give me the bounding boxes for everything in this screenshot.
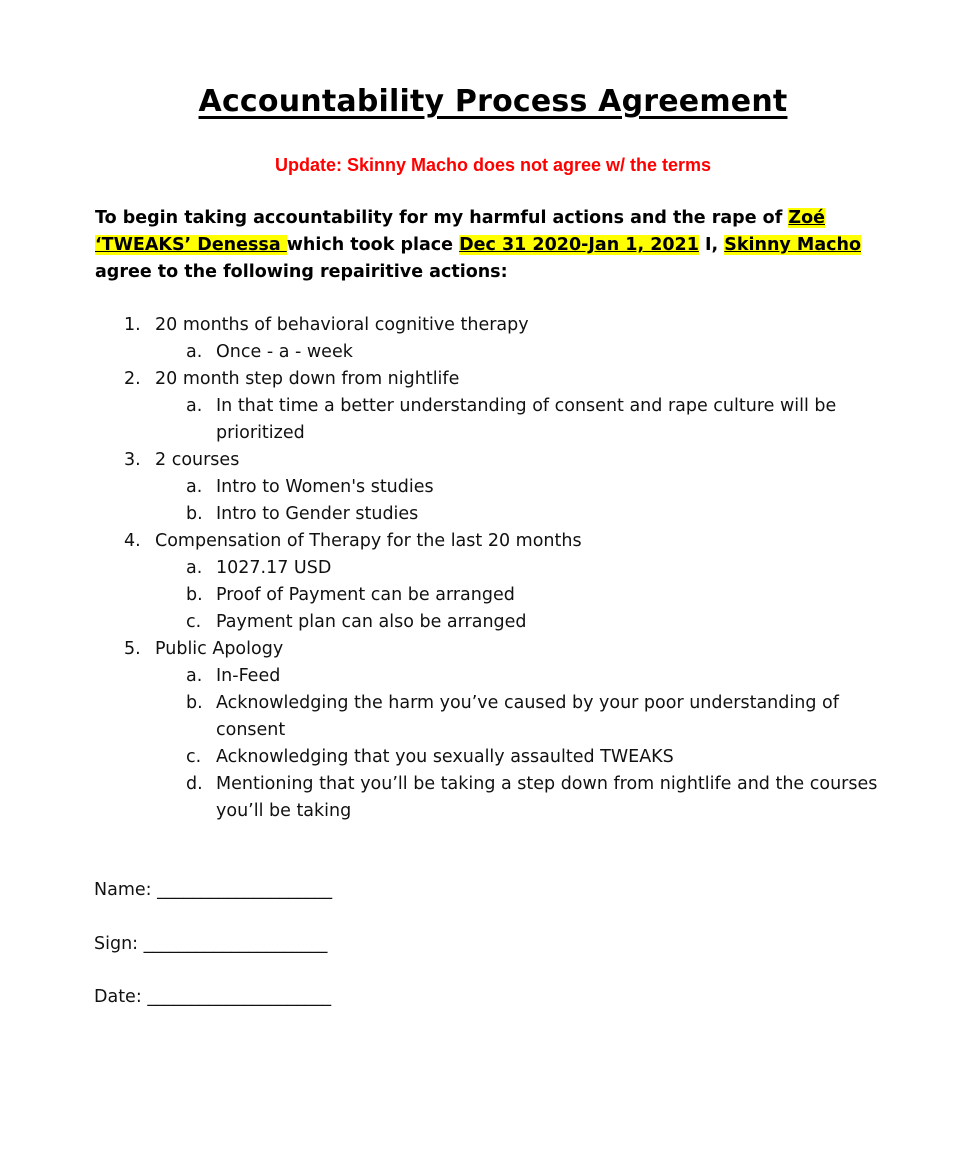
- sub-item-letter: c.: [186, 747, 202, 767]
- intro-text-1: To begin taking accountability for my harmful actions and the rape of: [95, 208, 789, 228]
- sub-item-letter: c.: [186, 612, 202, 632]
- sign-label: Sign:: [94, 933, 139, 954]
- sub-list-item: [0, 771, 966, 798]
- list-item-number: 5.: [124, 639, 141, 659]
- sub-item-text-continued: prioritized: [216, 423, 305, 443]
- update-notice: Update: Skinny Macho does not agree w/ the terms: [274, 155, 712, 175]
- sub-item-text: Proof of Payment can be arranged: [216, 585, 515, 605]
- list-item-text: Compensation of Therapy for the last 20 months: [155, 531, 582, 551]
- sub-item-text: Intro to Gender studies: [216, 504, 419, 524]
- sign-field: [94, 931, 332, 985]
- sign-blank-line: _____________________: [143, 933, 328, 954]
- sub-item-text: 1027.17 USD: [216, 558, 332, 578]
- sub-list-item: [0, 393, 966, 420]
- sub-list-item: [0, 744, 966, 771]
- sub-list-item: [0, 339, 966, 366]
- sub-item-letter: b.: [186, 585, 203, 605]
- sub-item-text: Mentioning that you’ll be taking a step down from nightlife and the courses: [216, 774, 878, 794]
- date-blank-line: _____________________: [147, 987, 332, 1007]
- sub-item-text-continued: consent: [216, 720, 286, 740]
- list-item-text: 2 courses: [155, 450, 240, 470]
- intro-paragraph: [95, 205, 895, 286]
- highlight-victim-name: Zoé ‘TWEAKS’ Denessa: [95, 208, 825, 255]
- sub-list-item: [0, 501, 966, 528]
- sub-item-letter: a.: [186, 558, 203, 578]
- sub-item-letter: a.: [186, 477, 203, 497]
- action-list: [0, 312, 966, 825]
- list-item-number: 4.: [124, 531, 141, 551]
- list-item: [0, 366, 966, 393]
- sub-item-text: Acknowledging the harm you’ve caused by your poor understanding of: [216, 693, 839, 713]
- highlight-dates: Dec 31 2020-Jan 1, 2021: [459, 235, 699, 255]
- sub-item-letter: d.: [186, 774, 203, 794]
- sub-list-item: [0, 609, 966, 636]
- sub-item-letter: a.: [186, 396, 203, 416]
- sub-item-text: In that time a better understanding of consent and rape culture will be: [216, 396, 837, 416]
- sub-list-item: [0, 555, 966, 582]
- sub-item-text: Acknowledging that you sexually assaulted TWEAKS: [216, 747, 674, 767]
- sub-list-item-continuation: [0, 798, 966, 825]
- sub-list-item: [0, 582, 966, 609]
- list-item: [0, 528, 966, 555]
- sub-item-text: In-Feed: [216, 666, 281, 686]
- sub-item-text: Intro to Women's studies: [216, 477, 434, 497]
- list-item-text: 20 months of behavioral cognitive therapy: [155, 315, 529, 335]
- sub-list-item-continuation: [0, 420, 966, 447]
- list-item: [0, 636, 966, 663]
- sub-item-letter: b.: [186, 693, 203, 713]
- intro-text-2: which took place: [286, 235, 460, 255]
- intro-text-3: I,: [698, 235, 725, 255]
- list-item-text: 20 month step down from nightlife: [155, 369, 460, 389]
- sub-item-text: Once - a - week: [216, 342, 353, 362]
- sub-list-item: [0, 474, 966, 501]
- intro-text-4: agree to the following repairitive actions:: [95, 262, 508, 282]
- signature-fields: [94, 877, 332, 1038]
- list-item-number: 1.: [124, 315, 141, 335]
- sub-item-letter: a.: [186, 342, 203, 362]
- highlight-signer-name: Skinny Macho: [724, 235, 862, 255]
- date-label: Date:: [94, 987, 142, 1007]
- sub-list-item: [0, 690, 966, 717]
- sub-item-text-continued: you’ll be taking: [216, 801, 352, 821]
- date-field: [94, 984, 332, 1038]
- sub-list-item: [0, 663, 966, 690]
- list-item-text: Public Apology: [155, 639, 284, 659]
- sub-list-item-continuation: [0, 717, 966, 744]
- list-item: [0, 312, 966, 339]
- list-item-number: 3.: [124, 450, 141, 470]
- name-field: [94, 877, 332, 931]
- sub-item-letter: a.: [186, 666, 203, 686]
- document-title: Accountability Process Agreement: [198, 84, 788, 119]
- list-item: [0, 447, 966, 474]
- list-item-number: 2.: [124, 369, 141, 389]
- sub-item-text: Payment plan can also be arranged: [216, 612, 527, 632]
- name-label: Name:: [94, 880, 152, 900]
- name-blank-line: ____________________: [157, 880, 333, 900]
- sub-item-letter: b.: [186, 504, 203, 524]
